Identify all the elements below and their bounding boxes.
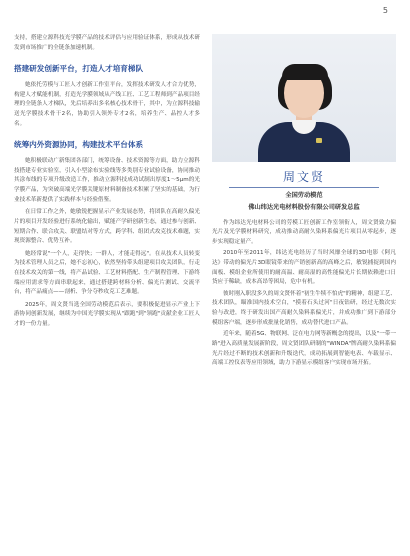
profile-caption	[212, 166, 396, 213]
portrait-badge	[316, 138, 322, 143]
section2-paragraph-2: 在日常工作之外，她敏锐把握显示产业发展态势，将团队在高耐久偏光片的项目开发经验进行系统化输出，赋能产学研创新生态，通过参与创新、短期合作、联合攻关、联盟结对等方式，跨学科、组团式攻克技术难题，实现资源整合、优势互补。	[14, 209, 200, 245]
profile-title-2: 佛山纬达光电材料股份有限公司研发总监	[248, 204, 360, 212]
section1-paragraph: 她依托劳模与工匠人才创新工作室平台，发挥技术研发人才合力优势，构建人才赋能机制，打造光学膜领域从产线工匠、工艺工程师到产品项目经理的全链条人才梯队，先后培养出多名核心技术骨干，其中，为立源科技输送光学膜技术骨干2名，协助引入领外专才2名，培养生产、品控人才多名。	[14, 82, 200, 127]
right-body	[212, 219, 396, 369]
portrait-photo	[212, 34, 396, 162]
section1-heading: 搭建研发创新平台，打造人才培育梯队	[14, 64, 144, 74]
right-paragraph-4: 近年来，随着5G、物联网、泛在电力网等新概念的提出，以及"一带一路"进入高质量发展新阶段，周文贤团队研制的"WINDA"牌高耐久染料系偏光片经过不断的技术创新和升级迭代，成功拓展到智能电表、车载显示、高端工控仪表等应用领域，助力下游显示模组客户实现市场开拓。	[212, 331, 396, 367]
right-column	[212, 34, 396, 371]
portrait-bangs	[282, 64, 328, 80]
section2-paragraph-1: 她积极联动广新集团各部门，统筹设备、技术资源等方面，助力立源科技搭建专业实验室，引入小型涂布实验线等多类别专业试验设备，协同推动其涂布线的专项升级改造工作，推动立源科技成功试制出厚度1～5μm的光学膜产品，为突破高端光学膜关键原材料制备技术积累了坚实的基础，为行业技术革新提供了实践样本与经验借鉴。	[14, 158, 200, 203]
section2-paragraph-3: 她经常说"一个人，走得快；一群人，才能走得远"。在从技术人员转变为技术管理人员之后，她不忘初心，依然坚持带头组建项目攻关团队，行走在技术攻关的第一线，将产品试验、工艺材料搭配、生产制程管理、下游终端应用需求等方面串联起来，通过搭建跨材料分析、偏光片测试、交流平台，将产品痛点——剖析、争分夺秒攻克工艺难题。	[14, 250, 200, 296]
page-number: 5	[382, 6, 388, 15]
left-column	[14, 34, 200, 333]
profile-title-1: 全国劳动模范	[285, 192, 323, 199]
section2-paragraph-4: 2025年，周文贤当选全国劳动模范后表示，要积极促进显示产业上下游协同创新发展，继续为中国光学膜实现从"跟跑"到"领跑"贡献企业工匠人才的一份力量。	[14, 301, 200, 328]
right-paragraph-1: 作为纬达光电材料公司的劳模工匠创新工作室领衔人，周文贤致力偏光片及光学膜材料研究，成功推动高耐久染料系偏光片项目从零起步，逐步实现稳定量产。	[212, 219, 396, 245]
right-paragraph-3: 彼时刚入职没多久的周文贤怀着"初生牛犊不怕虎"的精神，组建工艺、技术团队，瞄准国内技术空白，"摸着石头过河"日夜钻研，经过无数次实验与改进，终于研发出国产高耐久染料系偏光片，并成功推广到下游部分模组客户端，逐步形成批量化销售，成功替代进口产品。	[212, 290, 396, 326]
profile-name: 周文贤	[229, 168, 379, 188]
right-paragraph-2: 2010年至2011年，纬达光电经历了当时风靡全球的3D电影《阿凡达》带动的偏光片3D眼镜带来的产销创新高的高峰之后，敏锐捕捉到国内面板、模组企业所使用的耐高温、耐高湿的高性能偏光片长期依赖进口日货应于稀缺，成本高昂等困局，危中有机。	[212, 250, 396, 286]
intro-paragraph: 支持，搭建立源科技光学膜产品的技术评估与应用验证体系，形成从技术研发到市场推广的全链条加速机制。	[14, 35, 200, 51]
section2-heading: 统筹内外资源协同，构建技术平台体系	[14, 140, 144, 150]
